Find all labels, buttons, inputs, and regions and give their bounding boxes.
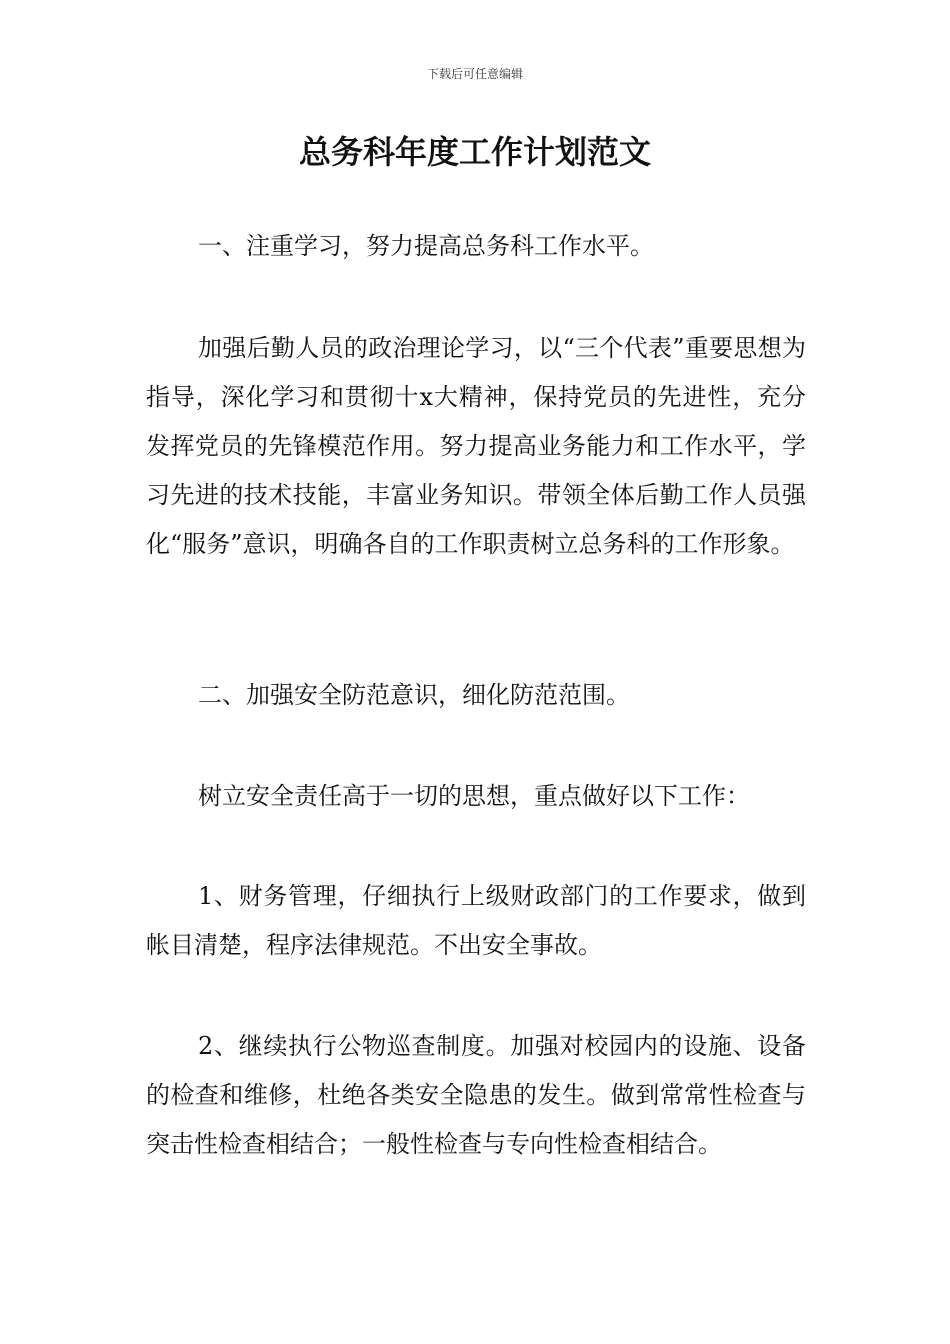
list-item-1: 1、财务管理，仔细执行上级财政部门的工作要求，做到帐目清楚，程序法律规范。不出安全事故。 — [146, 882, 806, 959]
body-paragraph-1: 加强后勤人员的政治理论学习，以“三个代表”重要思想为指导，深化学习和贯彻十x大精神，保持党员的先进性，充分发挥党员的先锋模范作用。努力提高业务能力和工作水平，学习先进的技术技能，丰富业务知识。带领全体后勤工作人员强化“服务”意识，明确各自的工作职责树立总务科的工作形象。 — [146, 334, 806, 558]
list-item-2: 2、继续执行公物巡查制度。加强对校园内的设施、设备的检查和维修，杜绝各类安全隐患的发生。做到常常性检查与突击性检查相结合；一般性检查与专向性检查相结合。 — [146, 1032, 806, 1158]
header-note: 下载后可任意编辑 — [426, 67, 523, 81]
body-paragraph-2: 树立安全责任高于一切的思想，重点做好以下工作： — [198, 782, 750, 810]
document-title: 总务科年度工作计划范文 — [298, 133, 651, 171]
section-heading-1: 一、注重学习，努力提高总务科工作水平。 — [198, 232, 654, 260]
section-heading-2: 二、加强安全防范意识，细化防范范围。 — [198, 681, 630, 709]
